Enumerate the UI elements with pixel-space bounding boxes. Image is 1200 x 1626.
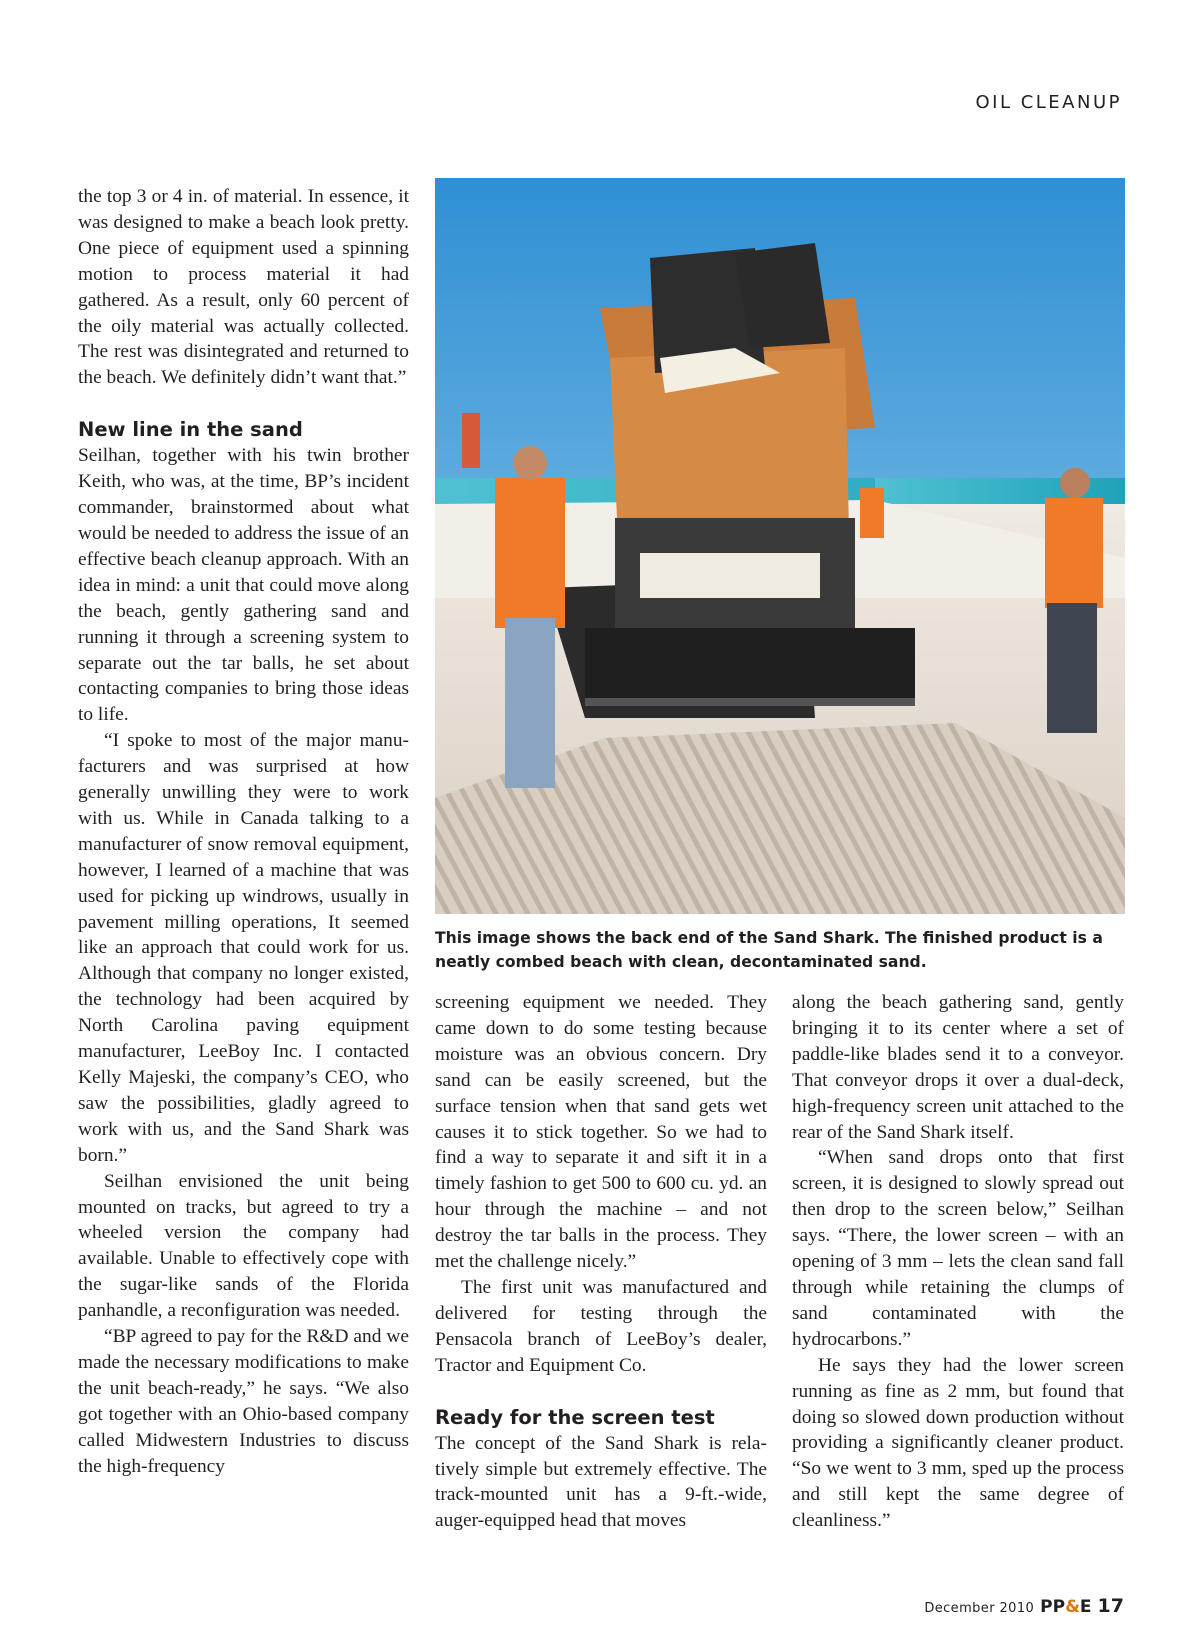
article-column-1 — [78, 184, 409, 1480]
sand-shark-photo — [435, 178, 1125, 914]
paragraph: Seilhan, together with his twin brother Keith, who was, at the time, BP’s incident commander, brainstormed about what would be needed to address the issue of an effective beach cleanup approach. With an idea in mind: a unit that could move along the beach, gently gathering sand and running it through a screening system to separate out the tar balls, he set about contacting companies to bring those ideas to life. — [78, 445, 409, 726]
article-column-3 — [792, 990, 1124, 1534]
paragraph: Seilhan envisioned the unit being mounted on tracks, but agreed to try a wheeled version the company had available. Unable to effectively cope with the sugar-like sands of the Florida panhandle, a reconfiguration was needed. — [78, 1170, 409, 1322]
subheading-new-line-in-the-sand: New line in the sand — [78, 418, 303, 442]
paragraph: “BP agreed to pay for the R&D and we made the necessary modifications to make the unit beach-ready,” he says. “We also got together with an Ohio-based company called Midwestern Industries to discuss the high-frequency — [78, 1326, 409, 1477]
magazine-name-e: E — [1079, 1597, 1092, 1617]
article-column-2 — [435, 990, 767, 1534]
paragraph: screening equipment we needed. They came down to do some testing because moisture was an obvious concern. Dry sand can be easily screened, but the surface tension when that sand gets wet causes it to stick together. So we had to find a way to separate it and sift it in a timely fashion to get 500 to 600 cu. yd. an hour through the machine – and not destroy the tar balls in the process. They met the challenge nicely.” — [435, 992, 767, 1273]
photo-caption: This image shows the back end of the Sand Shark. The finished product is a neatly combed beach with clean, decontaminated sand. — [435, 929, 1103, 971]
paragraph: The concept of the Sand Shark is relatively simple but extremely effective. The track-mounted unit has a 9-ft.-wide, auger-equipped head that moves — [435, 1432, 767, 1532]
page-number: 17 — [1097, 1595, 1124, 1617]
paragraph: along the beach gathering sand, gently bringing it to its center where a set of paddle-like blades send it to a conveyor. That conveyor drops it over a dual-deck, high-frequency screen unit attached to the rear of the Sand Shark itself. — [792, 992, 1124, 1143]
section-label: OIL CLEANUP — [975, 92, 1122, 113]
issue-date: December 2010 — [924, 1601, 1035, 1616]
paragraph: “When sand drops onto that first screen, it is designed to slowly spread out then drop to the screen below,” Seilhan says. “There, the lower screen – with an opening of 3 mm – lets the clean sand fall through while retaining the clumps of sand contaminated with the hydrocarbons.” — [792, 1147, 1124, 1350]
paragraph: the top 3 or 4 in. of material. In essence, it was designed to make a beach look pretty. One piece of equipment used a spinning motion to process material it had gathered. As a result, only 60 percent of the oily material was actually collected. The rest was disintegrated and returned to the beach. We definitely didn’t want that.” — [78, 186, 409, 389]
paragraph: He says they had the lower screen running as fine as 2 mm, but found that doing so slowed down production without providing a significantly cleaner product. “So we went to 3 mm, sped up the process and still kept the same degree of cleanliness.” — [792, 1354, 1124, 1532]
magazine-name-pp: PP — [1040, 1597, 1066, 1617]
paragraph: The first unit was manufactured and delivered for testing through the Pensacola branch of LeeBoy’s dealer, Tractor and Equipment Co. — [435, 1276, 767, 1376]
subheading-ready-for-the-screen-test: Ready for the screen test — [435, 1405, 715, 1429]
page-footer — [924, 1595, 1124, 1617]
magazine-name-amp: & — [1065, 1597, 1080, 1617]
magazine-name — [1040, 1597, 1091, 1617]
paragraph: “I spoke to most of the major manufacturers and was surprised at how generally unwilling they were to work with us. While in Canada talking to a manufacturer of snow removal equipment, however, I learned of a machine that was used for picking up windrows, usually in pavement milling operations, It seemed like an approach that could work for us. Although that company no longer existed, the technology had been acquired by North Carolina paving equipment manufacturer, LeeBoy Inc. I contacted Kelly Majeski, the company’s CEO, who saw the possibilities, gladly agreed to work with us, and the Sand Shark was born.” — [78, 730, 409, 1166]
